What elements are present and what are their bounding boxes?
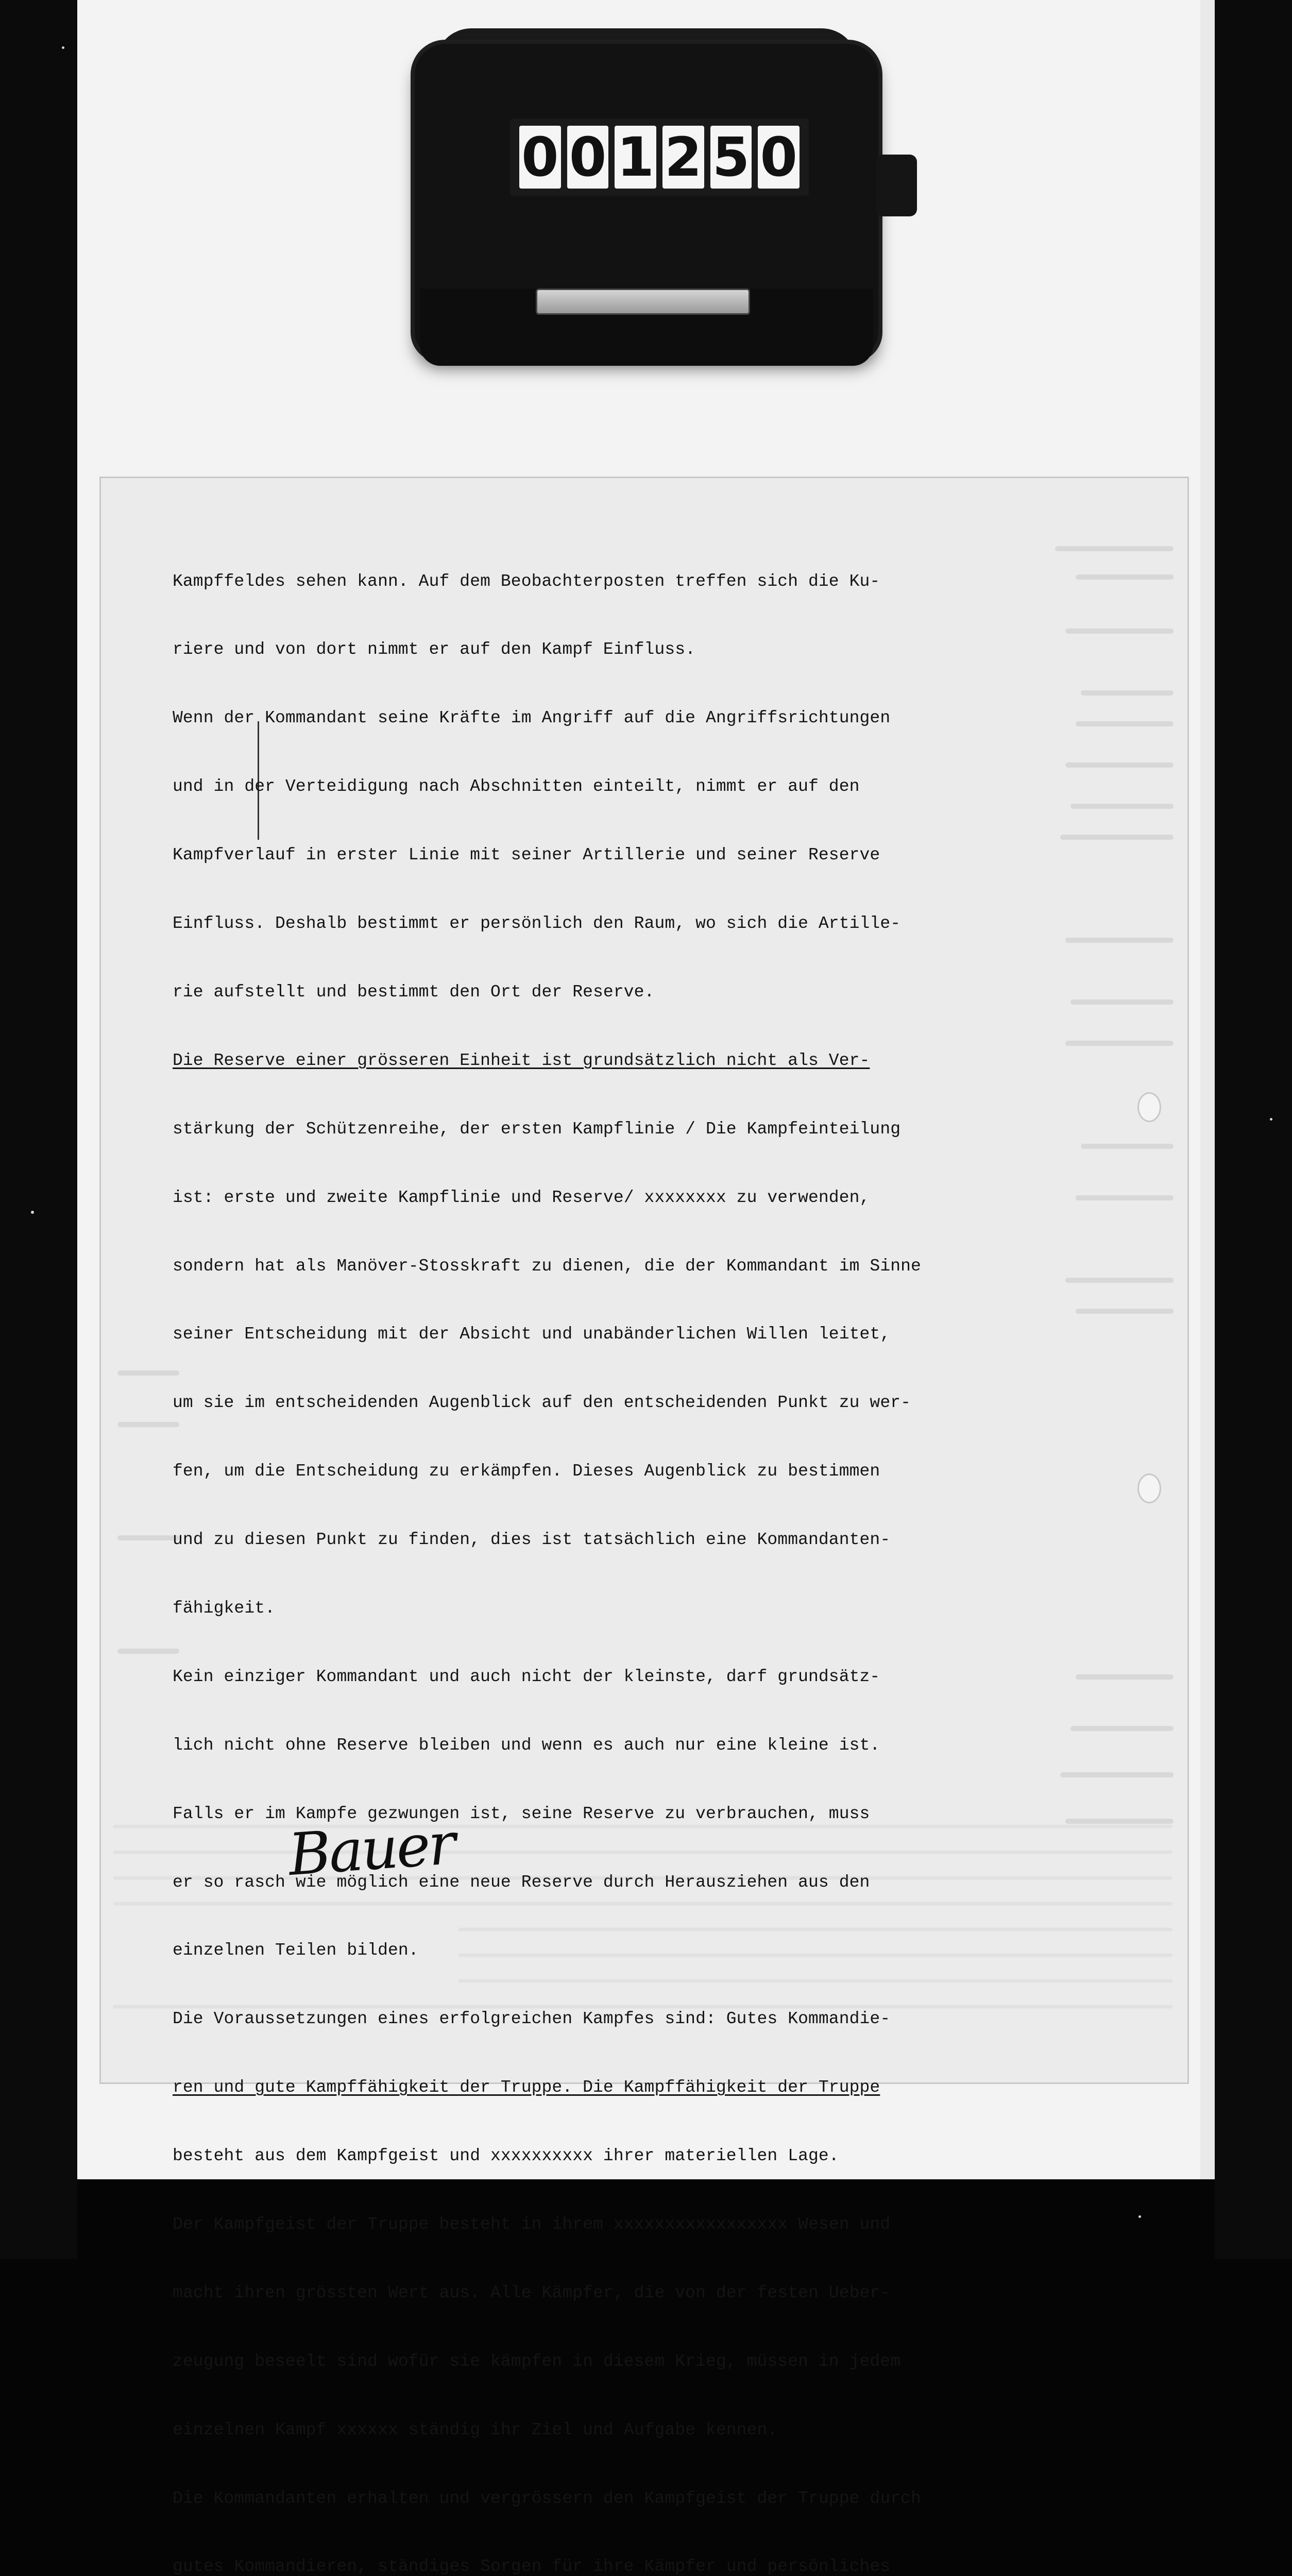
- text-line: Falls er im Kampfe gezwungen ist, seine Reserve zu verbrauchen, muss: [173, 1804, 870, 1823]
- text-line: seiner Entscheidung mit der Absicht und unabänderlichen Willen leitet,: [173, 1325, 891, 1344]
- text-line: lich nicht ohne Reserve bleiben und wenn es auch nur eine kleine ist.: [173, 1735, 880, 1755]
- text-line: gutes Kommandieren, ständiges Sorgen für ihre Kämpfer und persönliches: [173, 2557, 891, 2576]
- text-line: Einfluss. Deshalb bestimmt er persönlich den Raum, wo sich die Artille-: [173, 914, 901, 934]
- text-line: ist: erste und zweite Kampflinie und Reserve/ xxxxxxxx zu verwenden,: [173, 1188, 870, 1207]
- text-line: sondern hat als Manöver-Stosskraft zu dienen, die der Kommandant im Sinne: [173, 1256, 921, 1276]
- film-speck: [62, 46, 64, 49]
- text-line: riere und von dort nimmt er auf den Kampf Einfluss.: [173, 640, 696, 659]
- counter-digit: 1: [615, 126, 656, 189]
- binder-hole: [1137, 1473, 1161, 1503]
- film-border-left: [0, 0, 77, 2259]
- text-line: Kampfverlauf in erster Linie mit seiner Artillerie und seiner Reserve: [173, 845, 880, 865]
- binder-hole: [1137, 1092, 1161, 1122]
- counter-plate: [536, 289, 750, 315]
- film-border-right: [1215, 0, 1292, 2259]
- text-line: stärkung der Schützenreihe, der ersten Kampflinie / Die Kampfeinteilung: [173, 1119, 901, 1139]
- text-line: fen, um die Entscheidung zu erkämpfen. Dieses Augenblick zu bestimmen: [173, 1462, 880, 1481]
- text-line: besteht aus dem Kampfgeist und xxxxxxxxxx ihrer materiellen Lage.: [173, 2146, 839, 2166]
- text-line: Die Voraussetzungen eines erfolgreichen Kampfes sind: Gutes Kommandie-: [173, 2009, 891, 2029]
- counter-digit: 0: [567, 126, 609, 189]
- counter-knob: [876, 155, 917, 216]
- text-line: Die Kommandanten erhalten und vergrössern den Kampfgeist der Truppe durch: [173, 2488, 921, 2508]
- handwritten-signature: Bauer: [286, 1810, 456, 1889]
- text-line: fähigkeit.: [173, 1598, 276, 1618]
- text-line: Der Kampfgeist der Truppe besteht in ihrem xxxxxxxxxxxxxxxxx Wesen und: [173, 2214, 891, 2234]
- text-line: ren und gute Kampffähigkeit der Truppe. Die Kampffähigkeit der Truppe: [173, 2078, 880, 2097]
- counter-digit: 5: [710, 126, 752, 189]
- text-line: und in der Verteidigung nach Abschnitten einteilt, nimmt er auf den: [173, 777, 860, 796]
- text-line: Wenn der Kommandant seine Kräfte im Angriff auf die Angriffsrichtungen: [173, 708, 891, 728]
- counter-digit: 0: [758, 126, 800, 189]
- counter-digit: 2: [662, 126, 704, 189]
- film-speck: [1138, 2215, 1141, 2218]
- text-line: einzelnen Teilen bilden.: [173, 1941, 419, 1960]
- text-line: er so rasch wie möglich eine neue Reserve durch Herausziehen aus den: [173, 1872, 870, 1892]
- document-text: [173, 524, 921, 2576]
- text-line: Kampffeldes sehen kann. Auf dem Beobachterposten treffen sich die Ku-: [173, 571, 880, 591]
- text-line: macht ihren grössten Wert aus. Alle Kämpfer, die von der festen Ueber-: [173, 2283, 891, 2302]
- counter-digits: [510, 118, 809, 196]
- text-line: und zu diesen Punkt zu finden, dies ist tatsächlich eine Kommandanten-: [173, 1530, 891, 1550]
- text-line: rie aufstellt und bestimmt den Ort der Reserve.: [173, 982, 655, 1002]
- text-line: zeugung beseelt sind wofür sie kämpfen in diesem Krieg, müssen in jedem: [173, 2351, 901, 2371]
- film-speck: [1270, 1118, 1272, 1121]
- counter-digit: 0: [519, 126, 561, 189]
- text-line: um sie im entscheidenden Augenblick auf den entscheidenden Punkt zu wer-: [173, 1393, 911, 1413]
- text-line: Die Reserve einer grösseren Einheit ist grundsätzlich nicht als Ver-: [173, 1050, 870, 1070]
- text-line: einzelnen Kampf xxxxxx ständig ihr Ziel und Aufgabe kennen.: [173, 2420, 778, 2439]
- text-line: Kein einziger Kommandant und auch nicht der kleinste, darf grundsätz-: [173, 1667, 880, 1686]
- backing-edge: [1200, 0, 1215, 2179]
- film-speck: [31, 1211, 34, 1214]
